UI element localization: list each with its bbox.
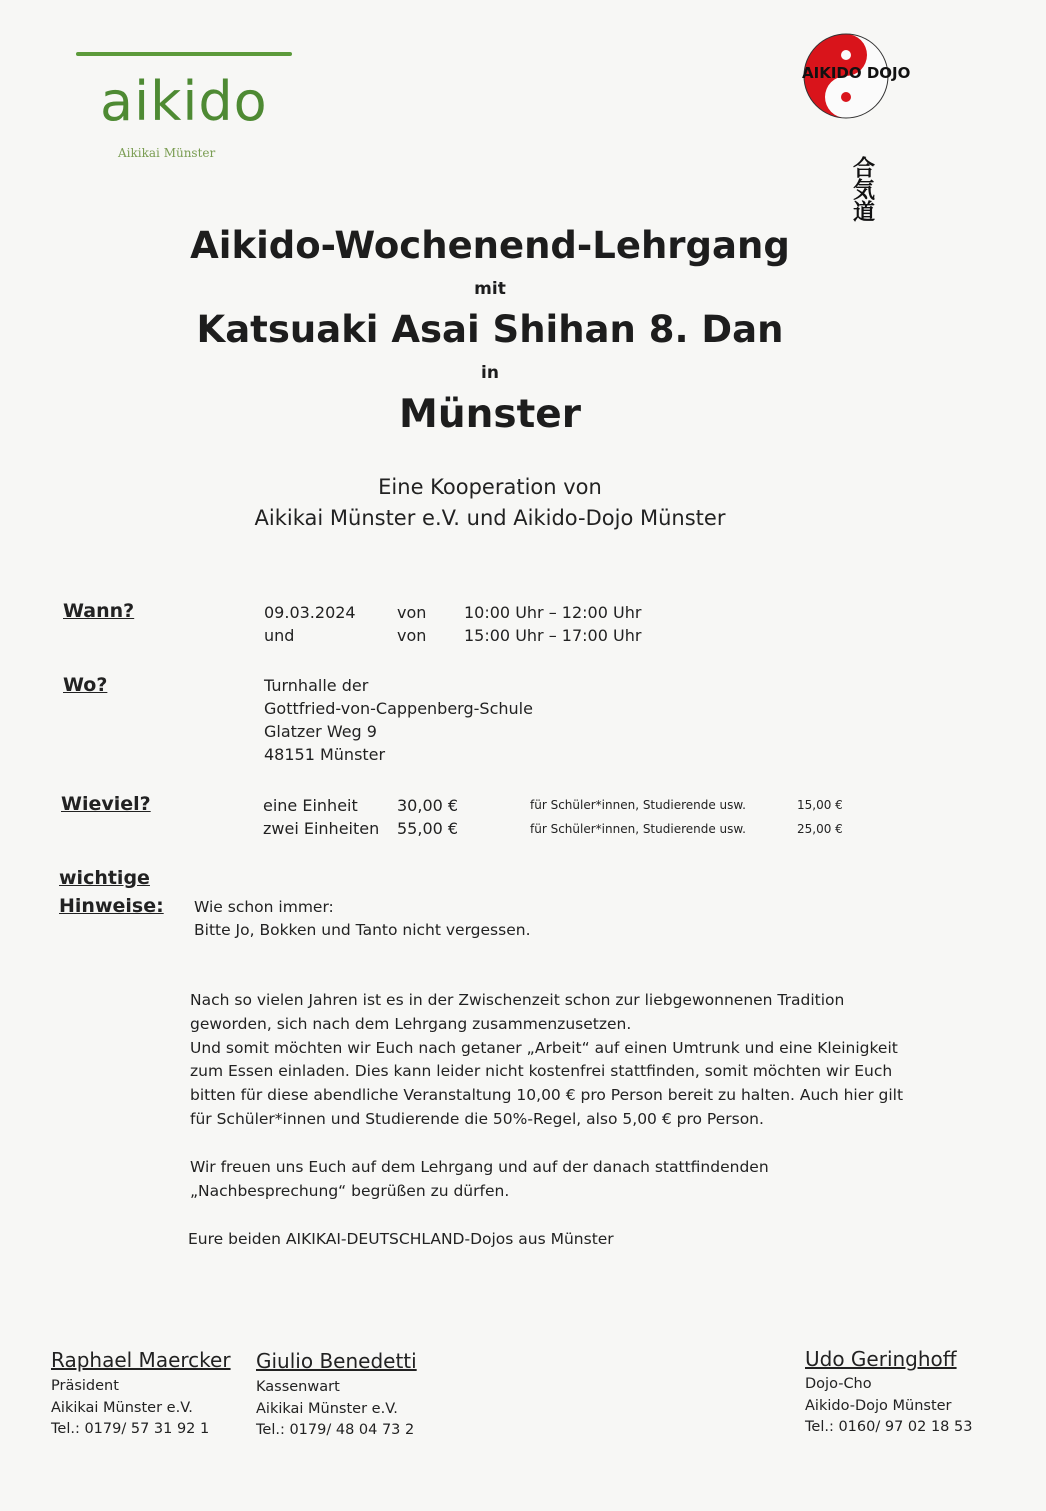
body-line: „Nachbesprechung“ begrüßen zu dürfen. — [190, 1181, 510, 1200]
signature-role: Präsident — [51, 1378, 119, 1394]
hinweise-label-1: wichtige — [59, 867, 150, 889]
title-in: in — [481, 363, 499, 383]
hinweise-label-2: Hinweise: — [59, 895, 164, 917]
cooperation-line-1: Eine Kooperation von — [378, 475, 602, 499]
body-line: zum Essen einladen. Dies kann leider nicht kostenfrei stattfinden, somit möchten wir Euch — [190, 1062, 893, 1081]
price-reduced: 15,00 € — [797, 798, 843, 812]
body-line: für Schüler*innen und Studierende die 50%-Regel, also 5,00 € pro Person. — [190, 1109, 764, 1128]
dojo-logo-kanji: 合気道 — [849, 156, 875, 222]
price-reduced: 25,00 € — [797, 822, 843, 836]
cooperation-line-2: Aikikai Münster e.V. und Aikido-Dojo Münster — [254, 506, 726, 530]
wo-line: 48151 Münster — [264, 745, 386, 764]
price-value: 30,00 € — [397, 796, 459, 815]
price-note: für Schüler*innen, Studierende usw. — [530, 822, 746, 836]
body-line: geworden, sich nach dem Lehrgang zusammenzusetzen. — [190, 1014, 632, 1033]
hinweise-line: Bitte Jo, Bokken und Tanto nicht vergessen. — [194, 921, 531, 939]
body-line: Wir freuen uns Euch auf dem Lehrgang und auf der danach stattfindenden — [190, 1158, 769, 1176]
body-line: Und somit möchten wir Euch nach getaner „Arbeit“ auf einen Umtrunk und eine Kleinigkeit — [190, 1038, 898, 1057]
signature-role: Dojo-Cho — [805, 1376, 872, 1392]
wo-line: Turnhalle der — [264, 676, 369, 695]
signature-block — [51, 1348, 231, 1441]
signature-tel: Tel.: 0179/ 57 31 92 1 — [51, 1421, 210, 1437]
signature-tel: Tel.: 0160/ 97 02 18 53 — [805, 1419, 973, 1435]
title-mit: mit — [474, 279, 506, 299]
wann-und: und — [264, 626, 295, 645]
signature-name: Udo Geringhoff — [805, 1347, 957, 1371]
wo-label: Wo? — [63, 674, 108, 696]
wann-time-2: 15:00 Uhr – 17:00 Uhr — [464, 626, 642, 645]
body-line: Nach so vielen Jahren ist es in der Zwischenzeit schon zur liebgewonnenen Tradition — [190, 991, 845, 1009]
price-note: für Schüler*innen, Studierende usw. — [530, 798, 746, 812]
logo-wordmark: aikido — [100, 70, 268, 133]
signature-name: Raphael Maercker — [51, 1348, 231, 1372]
wann-von-1: von — [397, 603, 427, 622]
signature-org: Aikido-Dojo Münster — [805, 1397, 952, 1414]
wann-time-1: 10:00 Uhr – 12:00 Uhr — [464, 603, 642, 622]
teacher-title: Katsuaki Asai Shihan 8. Dan — [196, 308, 784, 351]
dojo-logo-icon — [800, 34, 911, 222]
signature-name: Giulio Benedetti — [256, 1349, 417, 1373]
signature-block — [256, 1349, 417, 1442]
price-item: eine Einheit — [263, 796, 358, 815]
logo-subtitle: Aikikai Münster — [118, 146, 216, 160]
signature-tel: Tel.: 0179/ 48 04 73 2 — [256, 1422, 415, 1438]
signature-org: Aikikai Münster e.V. — [256, 1400, 398, 1417]
wann-von-2: von — [397, 626, 427, 645]
wann-date: 09.03.2024 — [264, 603, 356, 622]
wann-label: Wann? — [63, 600, 135, 622]
location-title: Münster — [399, 392, 581, 437]
wo-line: Glatzer Weg 9 — [264, 722, 377, 741]
dojo-logo-text: AIKIDO DOJO — [802, 64, 911, 82]
body-paragraph-2 — [190, 1156, 920, 1204]
price-item: zwei Einheiten — [263, 819, 380, 838]
hinweise-line: Wie schon immer: — [194, 898, 334, 916]
signature-block — [805, 1347, 972, 1439]
body-line: bitten für diese abendliche Veranstaltung 10,00 € pro Person bereit zu halten. Auch hier gilt — [190, 1086, 904, 1105]
signature-org: Aikikai Münster e.V. — [51, 1399, 193, 1416]
wo-line: Gottfried-von-Cappenberg-Schule — [264, 699, 533, 718]
wieviel-label: Wieviel? — [61, 793, 151, 815]
price-value: 55,00 € — [397, 819, 459, 838]
closing-line: Eure beiden AIKIKAI-DEUTSCHLAND-Dojos aus Münster — [188, 1230, 614, 1248]
event-title: Aikido-Wochenend-Lehrgang — [190, 224, 790, 267]
body-paragraph-1 — [190, 989, 920, 1132]
signature-role: Kassenwart — [256, 1379, 340, 1395]
logo-line — [76, 52, 292, 56]
